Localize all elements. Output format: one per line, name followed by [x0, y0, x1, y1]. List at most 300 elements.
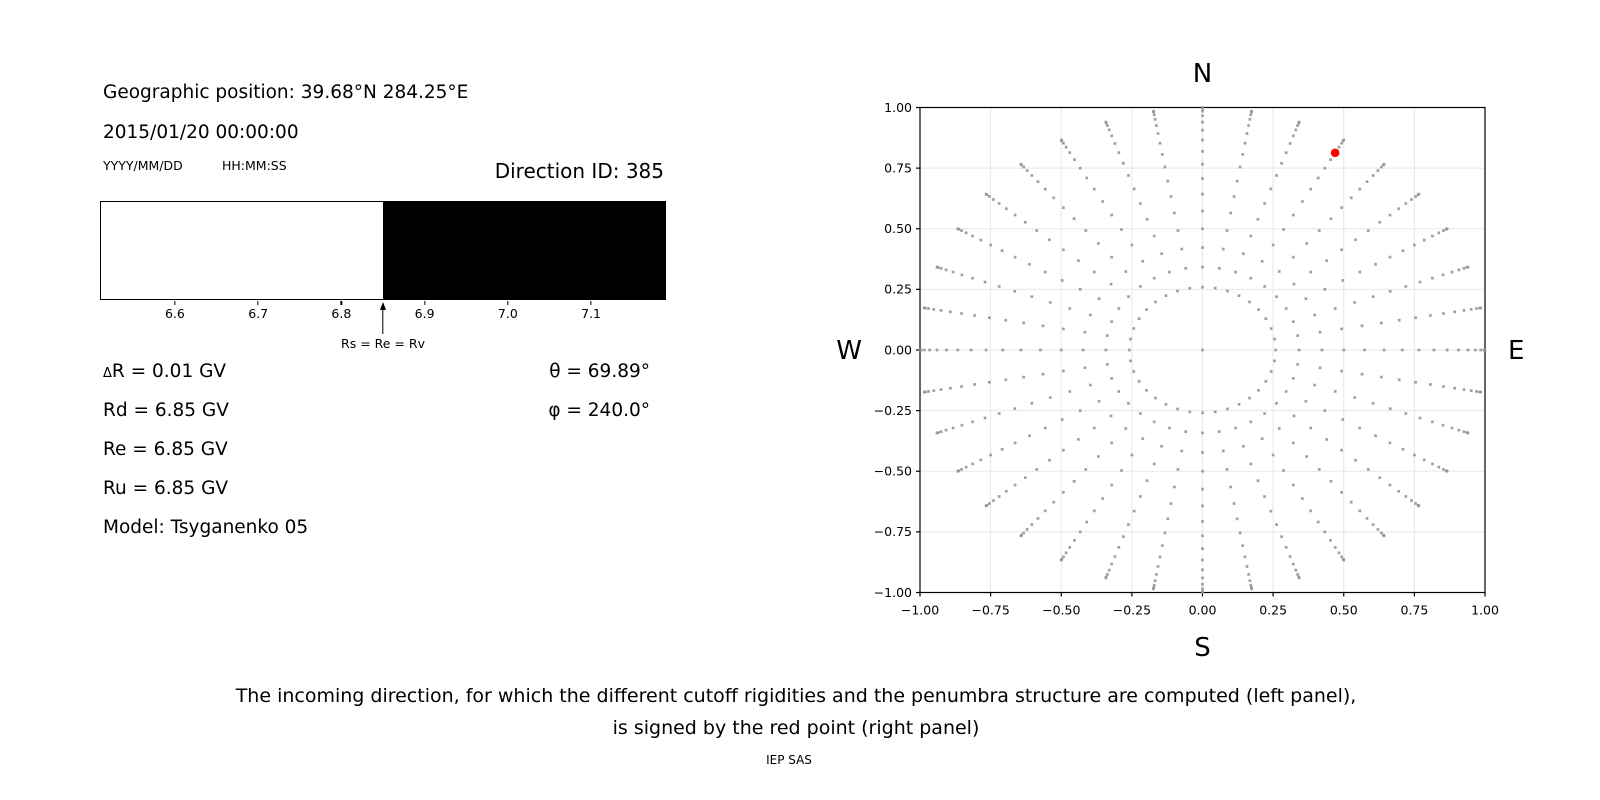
direction-dot: [1323, 288, 1326, 291]
direction-dot: [1270, 327, 1273, 330]
direction-dot: [1201, 106, 1204, 109]
direction-dot: [919, 349, 922, 352]
direction-dot: [1313, 314, 1316, 317]
direction-dot: [1106, 363, 1109, 366]
direction-dot: [1342, 139, 1345, 142]
direction-dot: [1275, 402, 1278, 405]
direction-dot: [1233, 502, 1236, 505]
direction-dot: [1413, 454, 1416, 457]
direction-dot: [1052, 196, 1055, 199]
y-axis-tick-label: 0.50: [884, 221, 912, 237]
direction-dot: [956, 227, 959, 230]
direction-dot: [1342, 559, 1345, 562]
direction-dot: [1201, 547, 1204, 550]
direction-dot: [1296, 573, 1299, 576]
direction-dot: [1429, 314, 1432, 317]
direction-dot: [1101, 497, 1104, 500]
direction-dot: [1275, 523, 1278, 526]
direction-dot: [1292, 256, 1295, 259]
direction-dot: [1458, 429, 1461, 432]
direction-dot: [1155, 573, 1158, 576]
direction-dot: [1234, 271, 1237, 274]
direction-dot: [1201, 470, 1204, 473]
arrow-shaft: [382, 309, 383, 334]
direction-dot: [1105, 577, 1108, 580]
direction-dot: [1296, 334, 1299, 337]
direction-dot: [1247, 573, 1250, 576]
direction-dot: [1423, 459, 1426, 462]
direction-dot: [1201, 534, 1204, 537]
direction-dot: [1298, 577, 1301, 580]
penumbra-black-region: [383, 201, 665, 300]
direction-dot: [1031, 174, 1034, 177]
direction-dot: [1414, 381, 1417, 384]
direction-dot: [1001, 448, 1004, 451]
direction-dot: [1372, 174, 1375, 177]
direction-dot: [1132, 327, 1135, 330]
direction-dot: [1317, 177, 1320, 180]
direction-dot: [1329, 158, 1332, 161]
direction-dot: [1152, 110, 1155, 113]
direction-dot: [960, 312, 963, 315]
direction-dot: [956, 349, 959, 352]
direction-dot: [1249, 113, 1252, 116]
penumbra-tick-label: 7.0: [497, 306, 518, 321]
direction-dot: [1110, 377, 1113, 380]
direction-dot: [1201, 411, 1204, 414]
direction-dot: [1405, 412, 1408, 415]
direction-dot: [1138, 317, 1141, 320]
direction-dot: [1429, 383, 1432, 386]
direction-dot: [979, 459, 982, 462]
direction-dot: [949, 387, 952, 390]
red-point: [1331, 149, 1340, 158]
direction-dot: [1157, 565, 1160, 568]
direction-dot: [1201, 577, 1204, 580]
direction-dot: [1257, 479, 1260, 482]
direction-dot: [1060, 139, 1063, 142]
direction-dot: [1340, 555, 1343, 558]
direction-dot: [1127, 174, 1130, 177]
direction-dot: [1110, 214, 1113, 217]
direction-dot: [1177, 229, 1180, 232]
direction-dot: [1298, 121, 1301, 124]
direction-dot: [1084, 229, 1087, 232]
direction-dots: [919, 106, 1487, 594]
direction-dot: [1273, 338, 1276, 341]
direction-dot: [1383, 163, 1386, 166]
direction-dot: [1236, 518, 1239, 521]
penumbra-tick-mark: [424, 301, 425, 305]
direction-dot: [1173, 212, 1176, 215]
direction-dot: [988, 381, 991, 384]
direction-dot: [973, 314, 976, 317]
direction-dot: [1292, 377, 1295, 380]
direction-dot: [1098, 297, 1101, 300]
penumbra-tick-label: 6.7: [248, 306, 269, 321]
direction-dot: [1354, 459, 1357, 462]
direction-dot: [1084, 366, 1087, 369]
direction-dot: [932, 389, 935, 392]
direction-dot: [1374, 434, 1377, 437]
direction-dot: [1124, 427, 1127, 430]
direction-dot: [1309, 188, 1312, 191]
direction-dot: [1446, 227, 1449, 230]
direction-dot: [940, 267, 943, 270]
x-axis-tick-label: −1.00: [900, 602, 940, 618]
direction-dot: [1127, 523, 1130, 526]
direction-dot: [1354, 238, 1357, 241]
direction-dot: [1049, 301, 1052, 304]
direction-dot: [1239, 532, 1242, 535]
direction-dot: [1188, 287, 1191, 290]
caption-line-1: The incoming direction, for which the different cutoff rigidities and the penumbra structure are computed (left panel),: [235, 685, 1357, 707]
direction-dot: [1263, 202, 1266, 205]
direction-dot: [1110, 256, 1113, 259]
direction-dot: [998, 412, 1001, 415]
direction-dot: [1247, 124, 1250, 127]
direction-dot: [1292, 563, 1295, 566]
direction-dot: [1264, 317, 1267, 320]
direction-dot: [1089, 384, 1092, 387]
direction-dot: [1340, 142, 1343, 145]
direction-dot: [956, 470, 959, 473]
direction-dot: [1201, 583, 1204, 586]
direction-dot: [1077, 259, 1080, 262]
direction-dot: [1110, 563, 1113, 566]
direction-dot: [1275, 174, 1278, 177]
penumbra-tick-label: 6.8: [331, 306, 352, 321]
direction-dot: [1414, 502, 1417, 505]
direction-dot: [1389, 256, 1392, 259]
direction-dot: [1201, 559, 1204, 562]
direction-dot: [1105, 121, 1108, 124]
direction-dot: [1138, 380, 1141, 383]
direction-dot: [961, 424, 964, 427]
direction-dot: [1031, 402, 1034, 405]
direction-dot: [1340, 491, 1343, 494]
direction-dot: [1340, 248, 1343, 251]
direction-dot: [1201, 451, 1204, 454]
direction-dot: [923, 349, 926, 352]
direction-dot: [1457, 349, 1460, 352]
direction-dot: [1323, 167, 1326, 170]
direction-dot: [1405, 202, 1408, 205]
direction-dot: [1114, 142, 1117, 145]
direction-dot: [992, 198, 995, 201]
caption-line-2: is signed by the red point (right panel): [612, 717, 980, 739]
direction-dot: [1383, 349, 1386, 352]
direction-dot: [1153, 463, 1156, 466]
direction-dot: [1238, 403, 1241, 406]
direction-dot: [1229, 486, 1232, 489]
direction-dot: [1014, 256, 1017, 259]
direction-dot: [1350, 501, 1353, 504]
direction-dot: [1201, 286, 1204, 289]
direction-dot: [1093, 427, 1096, 430]
direction-dot: [936, 266, 939, 269]
direction-dot: [1285, 307, 1288, 310]
direction-dot: [1048, 238, 1051, 241]
direction-dot: [1073, 539, 1076, 542]
direction-dot: [998, 285, 1001, 288]
direction-dot: [1374, 263, 1377, 266]
direction-dot: [1323, 531, 1326, 534]
direction-dot: [1479, 349, 1482, 352]
direction-dot: [971, 463, 974, 466]
direction-dot: [1358, 427, 1361, 430]
direction-dot: [1014, 214, 1017, 217]
y-axis-tick-label: −0.75: [873, 524, 912, 540]
direction-dot: [1451, 427, 1454, 430]
ru-value: Ru = 6.85 GV: [103, 478, 229, 499]
direction-dot: [1165, 403, 1168, 406]
direction-dot: [1242, 252, 1245, 255]
direction-dot: [1413, 244, 1416, 247]
x-axis-tick-label: 0.75: [1400, 602, 1429, 618]
direction-dot: [1022, 376, 1025, 379]
direction-dot: [1042, 373, 1045, 376]
direction-dot: [1410, 499, 1413, 502]
direction-dot: [1246, 565, 1249, 568]
direction-dot: [1022, 322, 1025, 325]
direction-dot: [1145, 389, 1148, 392]
direction-dot: [1176, 408, 1179, 411]
direction-dot: [1358, 188, 1361, 191]
direction-dot: [1201, 150, 1204, 153]
direction-dot: [1236, 180, 1239, 183]
direction-dot: [1146, 479, 1149, 482]
direction-dot: [1097, 455, 1100, 458]
penumbra-tick-mark: [507, 301, 508, 305]
direction-dot: [1026, 169, 1029, 172]
direction-dot: [1139, 285, 1142, 288]
direction-dot: [961, 273, 964, 276]
direction-dot: [1361, 373, 1364, 376]
x-axis-tick-label: 0.25: [1259, 602, 1288, 618]
x-axis-tick-label: −0.25: [1112, 602, 1152, 618]
direction-dot: [1079, 531, 1082, 534]
x-axis-tick-label: −0.50: [1042, 602, 1081, 618]
direction-dot: [1031, 523, 1034, 526]
direction-dot: [1131, 454, 1134, 457]
direction-dot: [1484, 349, 1487, 352]
direction-dot: [1241, 544, 1244, 547]
direction-dot: [1463, 430, 1466, 433]
direction-dot: [973, 383, 976, 386]
direction-dot: [1437, 232, 1440, 235]
direction-dot: [1334, 390, 1337, 393]
direction-dot: [1414, 316, 1417, 319]
direction-dot: [1201, 114, 1204, 117]
direction-dot: [1264, 380, 1267, 383]
direction-dot: [965, 232, 968, 235]
direction-dot: [1338, 146, 1341, 149]
direction-dot: [1139, 412, 1142, 415]
direction-dot: [1159, 555, 1162, 558]
direction-dot: [1188, 410, 1191, 413]
x-axis-tick-label: 0.50: [1329, 602, 1358, 618]
x-axis-tick-label: 0.00: [1188, 602, 1217, 618]
direction-dot: [1475, 307, 1478, 310]
direction-dot: [1061, 279, 1064, 282]
direction-dot: [1442, 385, 1445, 388]
direction-dot: [1398, 378, 1401, 381]
direction-dot: [1340, 206, 1343, 209]
direction-dot: [1110, 484, 1113, 487]
direction-dot: [1410, 198, 1413, 201]
direction-dot: [1159, 142, 1162, 145]
direction-dot: [932, 308, 935, 311]
direction-dot: [1037, 517, 1040, 520]
direction-dot: [1437, 466, 1440, 469]
compass-north-label: N: [1192, 59, 1213, 89]
direction-dot: [1073, 480, 1076, 483]
direction-dot: [1380, 376, 1383, 379]
direction-dot: [1062, 449, 1065, 452]
direction-dot: [1263, 412, 1266, 415]
direction-dot: [960, 468, 963, 471]
direction-dot: [1180, 450, 1183, 453]
direction-dot: [1028, 263, 1031, 266]
direction-dot: [1062, 142, 1065, 145]
direction-dot: [1108, 129, 1111, 132]
direction-dot: [1274, 349, 1277, 352]
direction-dot: [1139, 202, 1142, 205]
direction-dot: [1084, 331, 1087, 334]
direction-dot: [970, 349, 973, 352]
direction-dot: [1261, 437, 1264, 440]
datetime-text: 2015/01/20 00:00:00: [103, 122, 299, 143]
direction-dot: [1325, 438, 1328, 441]
direction-dot: [927, 307, 930, 310]
direction-dot: [1132, 370, 1135, 373]
theta-value: θ = 69.89°: [549, 361, 650, 382]
direction-dot: [1164, 166, 1167, 169]
direction-dot: [1048, 459, 1051, 462]
direction-dot: [1201, 129, 1204, 132]
direction-dot: [1165, 294, 1168, 297]
direction-dot: [1139, 495, 1142, 498]
direction-dot: [1141, 437, 1144, 440]
direction-dot: [1065, 146, 1068, 149]
direction-dot: [1363, 349, 1366, 352]
direction-dot: [1089, 314, 1092, 317]
date-format-hint: YYYY/MM/DD: [103, 158, 183, 173]
direction-dot: [1166, 180, 1169, 183]
delta-symbol: Δ: [103, 366, 112, 381]
direction-dot: [936, 432, 939, 435]
direction-dot: [1278, 427, 1281, 430]
direction-dot: [1467, 432, 1470, 435]
direction-dot: [1431, 235, 1434, 238]
direction-dot: [1062, 206, 1065, 209]
direction-dot: [1166, 518, 1169, 521]
direction-dot: [1398, 319, 1401, 322]
direction-dot: [979, 239, 982, 242]
direction-dot: [1061, 418, 1064, 421]
direction-dot: [1014, 442, 1017, 445]
direction-dot: [1309, 427, 1312, 430]
direction-dot: [1035, 468, 1038, 471]
direction-dot: [928, 349, 931, 352]
geographic-position-text: Geographic position: 39.68°N 284.25°E: [103, 82, 469, 103]
direction-dot: [1218, 267, 1221, 270]
direction-dot: [1068, 151, 1071, 154]
direction-dot: [1168, 427, 1171, 430]
direction-dot: [1201, 163, 1204, 166]
selected-direction-point: [1331, 149, 1340, 158]
direction-dot: [1020, 349, 1023, 352]
y-axis-tick-label: −0.50: [873, 463, 912, 479]
direction-dot: [1463, 388, 1466, 391]
direction-dot: [1397, 490, 1400, 493]
direction-dot: [1222, 248, 1225, 251]
direction-dot: [1358, 271, 1361, 274]
direction-dot: [1098, 400, 1101, 403]
y-axis-tick-label: 0.75: [884, 160, 912, 176]
direction-dot: [1013, 290, 1016, 293]
direction-dot: [1334, 307, 1337, 310]
direction-dot: [1244, 142, 1247, 145]
direction-dot: [1305, 455, 1308, 458]
direction-dot: [1402, 448, 1405, 451]
direction-dot: [1153, 113, 1156, 116]
direction-dot: [1020, 534, 1023, 537]
direction-dot: [1141, 260, 1144, 263]
direction-dot: [1124, 270, 1127, 273]
direction-dot: [940, 309, 943, 312]
direction-dot: [1389, 214, 1392, 217]
direction-dot: [1330, 217, 1333, 220]
direction-dot: [1431, 277, 1434, 280]
direction-dot: [1418, 349, 1421, 352]
y-axis-tick-label: 0.00: [884, 342, 912, 358]
direction-dot: [998, 495, 1001, 498]
compass-south-label: S: [1194, 633, 1211, 663]
direction-dot: [1065, 552, 1068, 555]
direction-dot: [1153, 277, 1156, 280]
direction-dot: [1218, 430, 1221, 433]
direction-dot: [1272, 244, 1275, 247]
direction-dot: [1127, 402, 1130, 405]
direction-dot: [1361, 324, 1364, 327]
direction-dot: [1201, 139, 1204, 142]
direction-dot: [1079, 409, 1082, 412]
direction-dot: [1001, 249, 1004, 252]
direction-dot: [988, 316, 991, 319]
direction-dot: [985, 505, 988, 508]
direction-dot: [1419, 417, 1422, 420]
penumbra-tick-label: 7.1: [581, 306, 602, 321]
direction-dot: [1397, 207, 1400, 210]
direction-dot: [1305, 297, 1308, 300]
direction-dot: [1122, 535, 1125, 538]
direction-dot: [1201, 505, 1204, 508]
direction-dot: [1442, 273, 1445, 276]
direction-dot: [923, 307, 926, 310]
direction-dot: [1241, 153, 1244, 156]
direction-dot: [1451, 271, 1454, 274]
direction-dot: [1479, 391, 1482, 394]
direction-dot: [1044, 271, 1047, 274]
direction-dot: [1226, 468, 1229, 471]
direction-dot: [1319, 366, 1322, 369]
direction-dot: [971, 420, 974, 423]
direction-dot: [1077, 438, 1080, 441]
direction-dot: [1239, 166, 1242, 169]
direction-dot: [1372, 295, 1375, 298]
